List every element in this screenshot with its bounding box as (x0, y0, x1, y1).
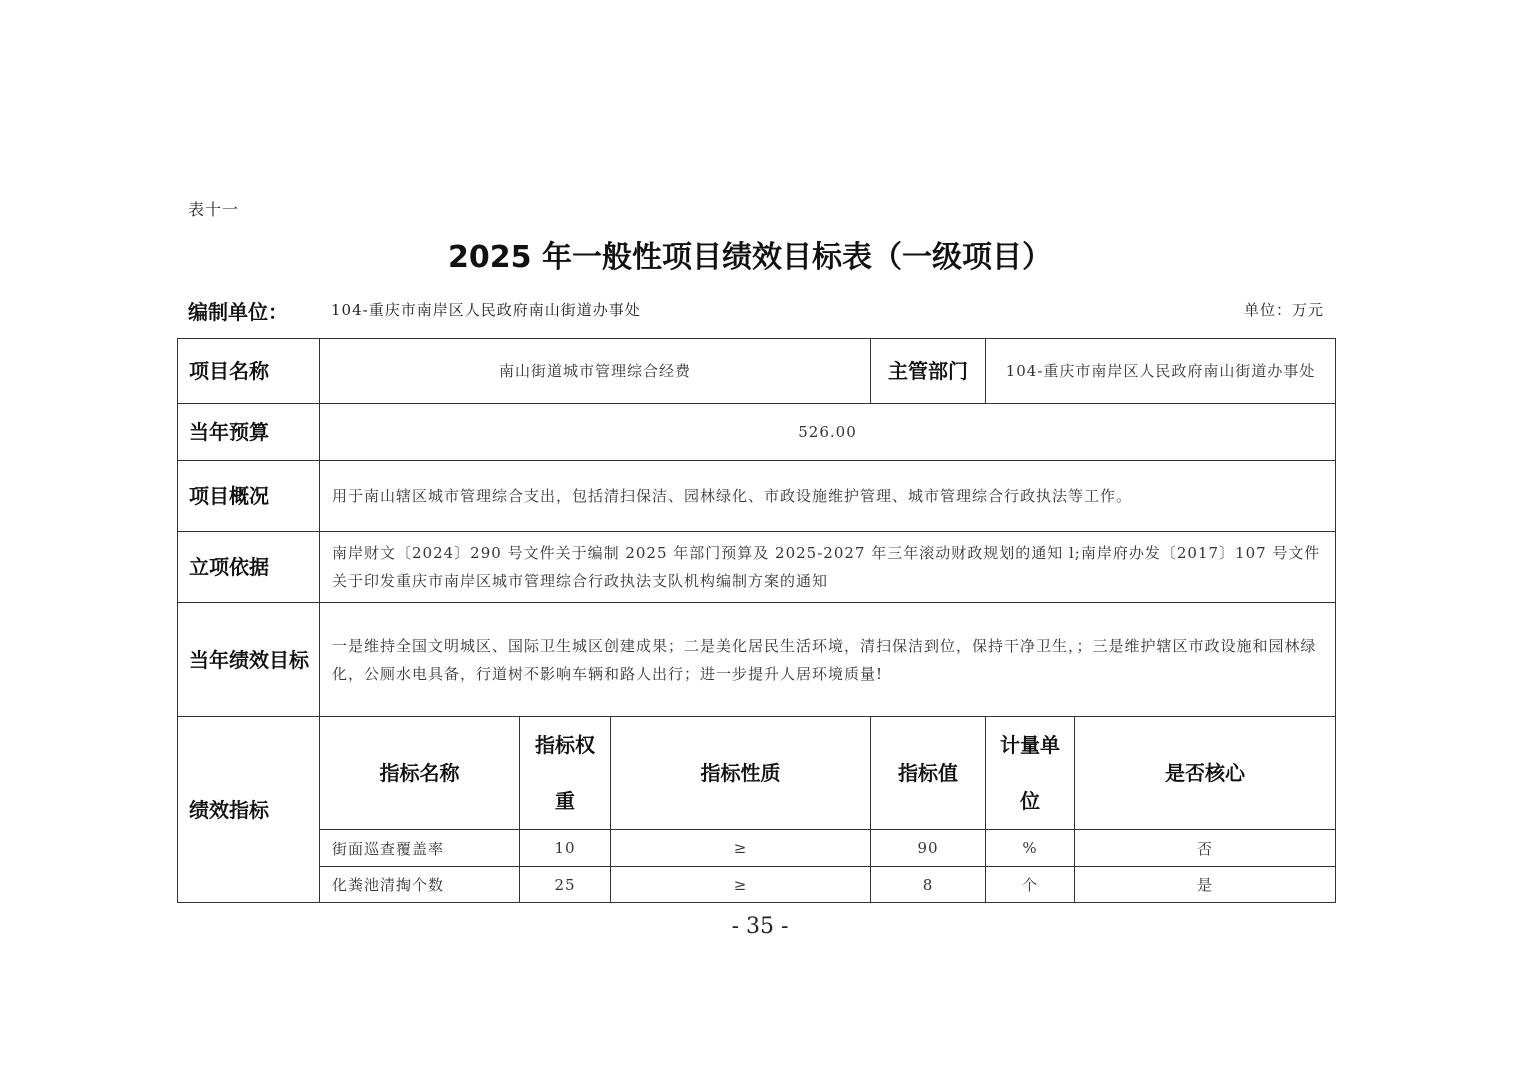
header-indicator-value: 指标值 (871, 717, 986, 830)
project-name-value: 南山街道城市管理综合经费 (320, 339, 871, 404)
header-indicator-nature: 指标性质 (611, 717, 871, 830)
header-indicator-weight: 指标权重 (520, 717, 611, 830)
indicator-value: 90 (871, 830, 986, 867)
header-is-core: 是否核心 (1075, 717, 1336, 830)
budget-value: 526.00 (320, 404, 1336, 461)
document-title: 2025 年一般性项目绩效目标表（一级项目） (448, 240, 1052, 275)
row-budget (178, 404, 1336, 461)
indicator-header-row (178, 717, 1336, 830)
budget-label: 当年预算 (178, 404, 320, 461)
org-value: 104-重庆市南岸区人民政府南山街道办事处 (331, 301, 641, 319)
department-value: 104-重庆市南岸区人民政府南山街道办事处 (986, 339, 1336, 404)
overview-label: 项目概况 (178, 461, 320, 532)
org-label: 编制单位： (188, 300, 288, 324)
indicator-weight: 25 (520, 867, 611, 903)
indicator-core: 是 (1075, 867, 1336, 903)
row-goal (178, 603, 1336, 717)
unit-label: 单位：万元 (1243, 301, 1324, 319)
indicator-name: 化粪池清掏个数 (320, 867, 520, 903)
header-indicator-name: 指标名称 (320, 717, 520, 830)
indicator-weight: 10 (520, 830, 611, 867)
table-number: 表十一 (188, 200, 240, 219)
goal-label: 当年绩效目标 (178, 603, 320, 717)
table-row (178, 830, 1336, 867)
overview-value: 用于南山辖区城市管理综合支出，包括清扫保洁、园林绿化、市政设施维护管理、城市管理综合行政执法等工作。 (320, 461, 1336, 532)
indicator-nature: ≥ (611, 867, 871, 903)
indicator-name: 街面巡查覆盖率 (320, 830, 520, 867)
indicator-nature: ≥ (611, 830, 871, 867)
indicators-label: 绩效指标 (178, 717, 320, 903)
table-row (178, 867, 1336, 903)
row-project-name (178, 339, 1336, 404)
page-number: - 35 - (731, 914, 789, 939)
indicator-core: 否 (1075, 830, 1336, 867)
basis-label: 立项依据 (178, 532, 320, 603)
indicator-value: 8 (871, 867, 986, 903)
project-name-label: 项目名称 (178, 339, 320, 404)
header-measure-unit: 计量单位 (986, 717, 1075, 830)
basis-value: 南岸财文〔2024〕290 号文件关于编制 2025 年部门预算及 2025-2027 年三年滚动财政规划的通知 l;南岸府办发〔2017〕107 号文件关于印发重庆市南岸区城市管理综合行政执法支队机构编制方案的通知 (320, 532, 1336, 603)
row-basis (178, 532, 1336, 603)
indicator-unit: % (986, 830, 1075, 867)
goal-value: 一是维持全国文明城区、国际卫生城区创建成果；二是美化居民生活环境，清扫保洁到位，保持干净卫生，；三是维护辖区市政设施和园林绿化，公厕水电具备，行道树不影响车辆和路人出行；进一步提升人居环境质量! (320, 603, 1336, 717)
indicator-unit: 个 (986, 867, 1075, 903)
performance-target-table (177, 338, 1336, 903)
department-label: 主管部门 (871, 339, 986, 404)
row-overview (178, 461, 1336, 532)
